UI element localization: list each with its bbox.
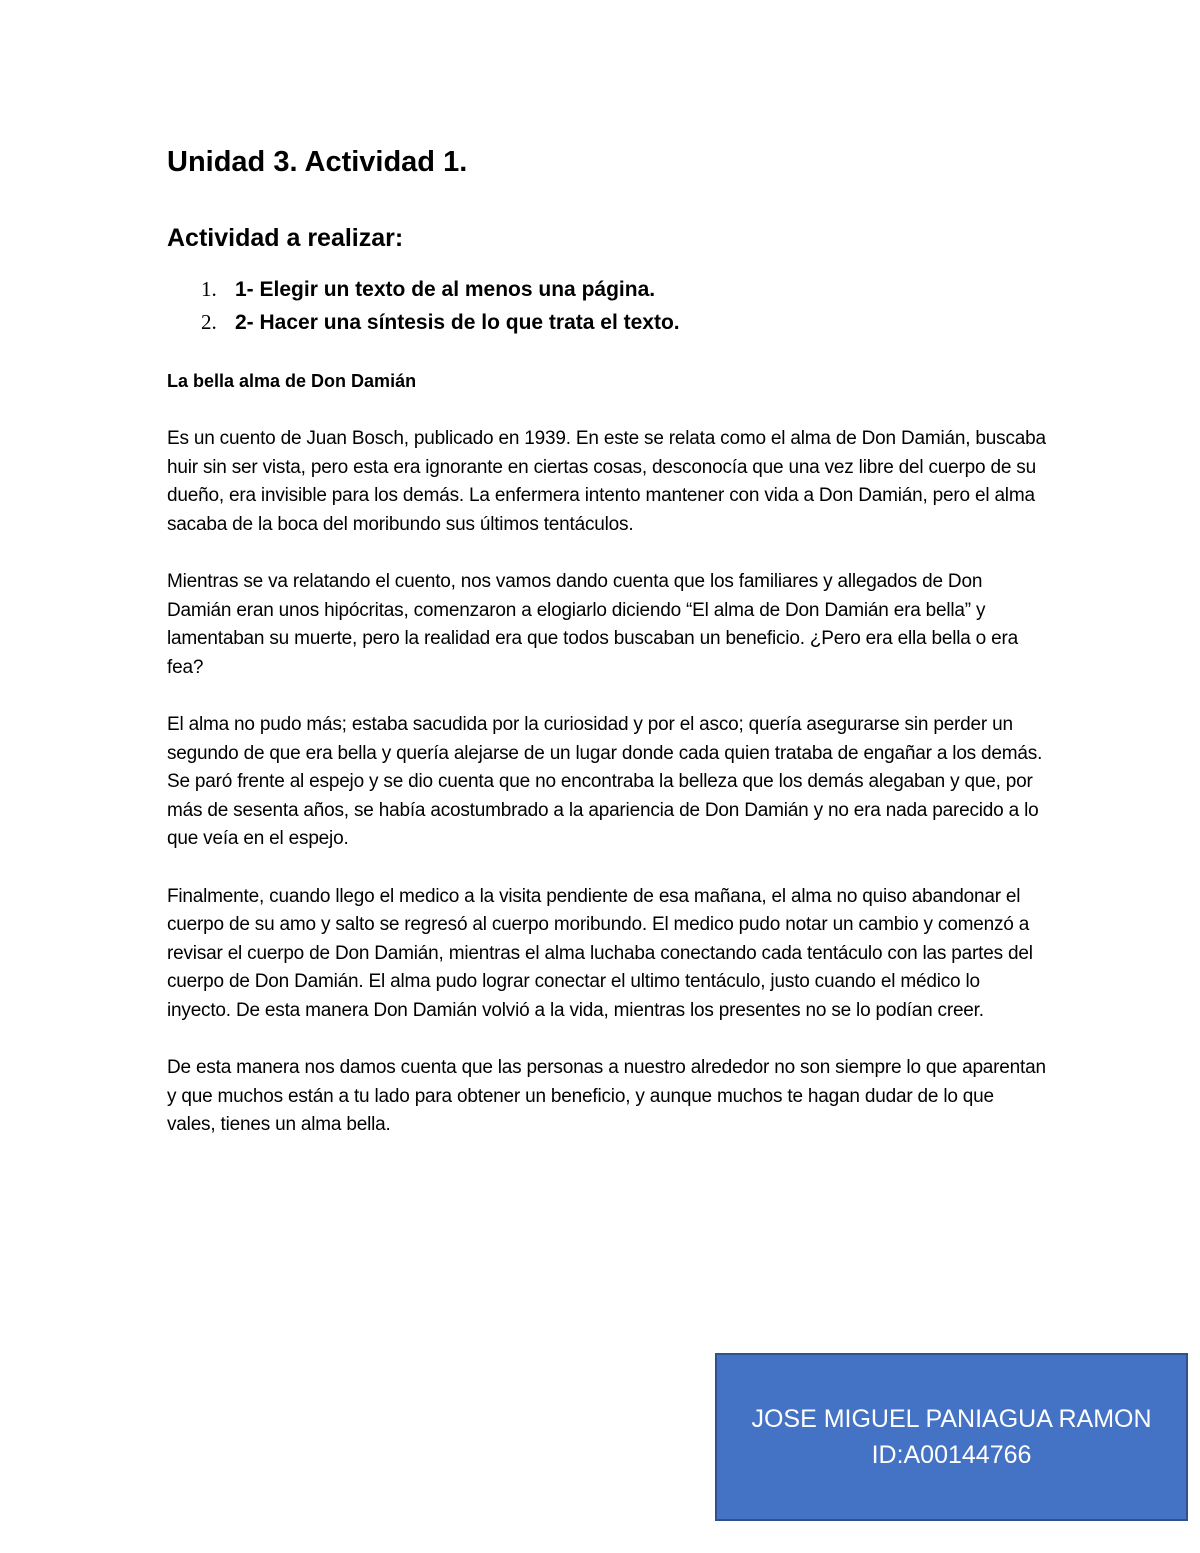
- paragraph-intro: Es un cuento de Juan Bosch, publicado en 1939. En este se relata como el alma de Don Damián, buscaba huir sin ser vista, pero esta era ignorante en ciertas cosas, desconocía que una vez libre del cuerpo de su dueño, era invisible para los demás. La enfermera intento mantener con vida a Don Damián, pero el alma sacaba de la boca del moribundo sus últimos tentáculos.: [167, 428, 1046, 535]
- document-title: Unidad 3. Actividad 1.: [167, 146, 468, 178]
- activity-subtitle: Actividad a realizar:: [167, 224, 404, 252]
- task-text: 1- Elegir un texto de al menos una página.: [235, 278, 656, 301]
- task-text: 2- Hacer una síntesis de lo que trata el texto.: [235, 311, 680, 334]
- paragraph-conclusion: De esta manera nos damos cuenta que las personas a nuestro alrededor no son siempre lo que aparentan y que muchos están a tu lado para obtener un beneficio, y aunque muchos te hagan dudar de lo que vales, tienes un alma bella.: [167, 1057, 1046, 1136]
- task-item: [201, 306, 1047, 339]
- student-name: JOSE MIGUEL PANIAGUA RAMON: [751, 1405, 1152, 1433]
- student-id: ID:A00144766: [871, 1441, 1032, 1469]
- story-title: La bella alma de Don Damián: [167, 371, 417, 391]
- student-name-box: [715, 1353, 1188, 1521]
- paragraph-doctor: Finalmente, cuando llego el medico a la visita pendiente de esa mañana, el alma no quiso abandonar el cuerpo de su amo y salto se regresó al cuerpo moribundo. El medico pudo notar un cambio y comenzó a revisar el cuerpo de Don Damián, mientras el alma luchaba conectando cada tentáculo con las partes del cuerpo de Don Damián. El alma pudo lograr conectar el ultimo tentáculo, justo cuando el médico lo inyecto. De esta manera Don Damián volvió a la vida, mientras los presentes no se lo podían creer.: [167, 885, 1033, 1021]
- paragraph-mirror: El alma no pudo más; estaba sacudida por la curiosidad y por el asco; quería asegurarse sin perder un segundo de que era bella y quería alejarse de un lugar donde cada quien trataba de engañar a los demás. Se paró frente al espejo y se dio cuenta que no encontraba la belleza que los demás alegaban y que, por más de sesenta años, se había acostumbrado a la apariencia de Don Damián y no era nada parecido a lo que veía en el espejo.: [167, 713, 1043, 850]
- task-item: [201, 273, 1047, 306]
- task-number: 1.: [201, 277, 217, 301]
- task-number: 2.: [201, 310, 217, 334]
- task-list: [201, 273, 1047, 339]
- paragraph-relatives: Mientras se va relatando el cuento, nos vamos dando cuenta que los familiares y allegados de Don Damián eran unos hipócritas, comenzaron a elogiarlo diciendo “El alma de Don Damián era bella” y lamentaban su muerte, pero la realidad era que todos buscaban un beneficio. ¿Pero era ella bella o era fea?: [167, 570, 1018, 678]
- document-body: [167, 140, 1047, 1168]
